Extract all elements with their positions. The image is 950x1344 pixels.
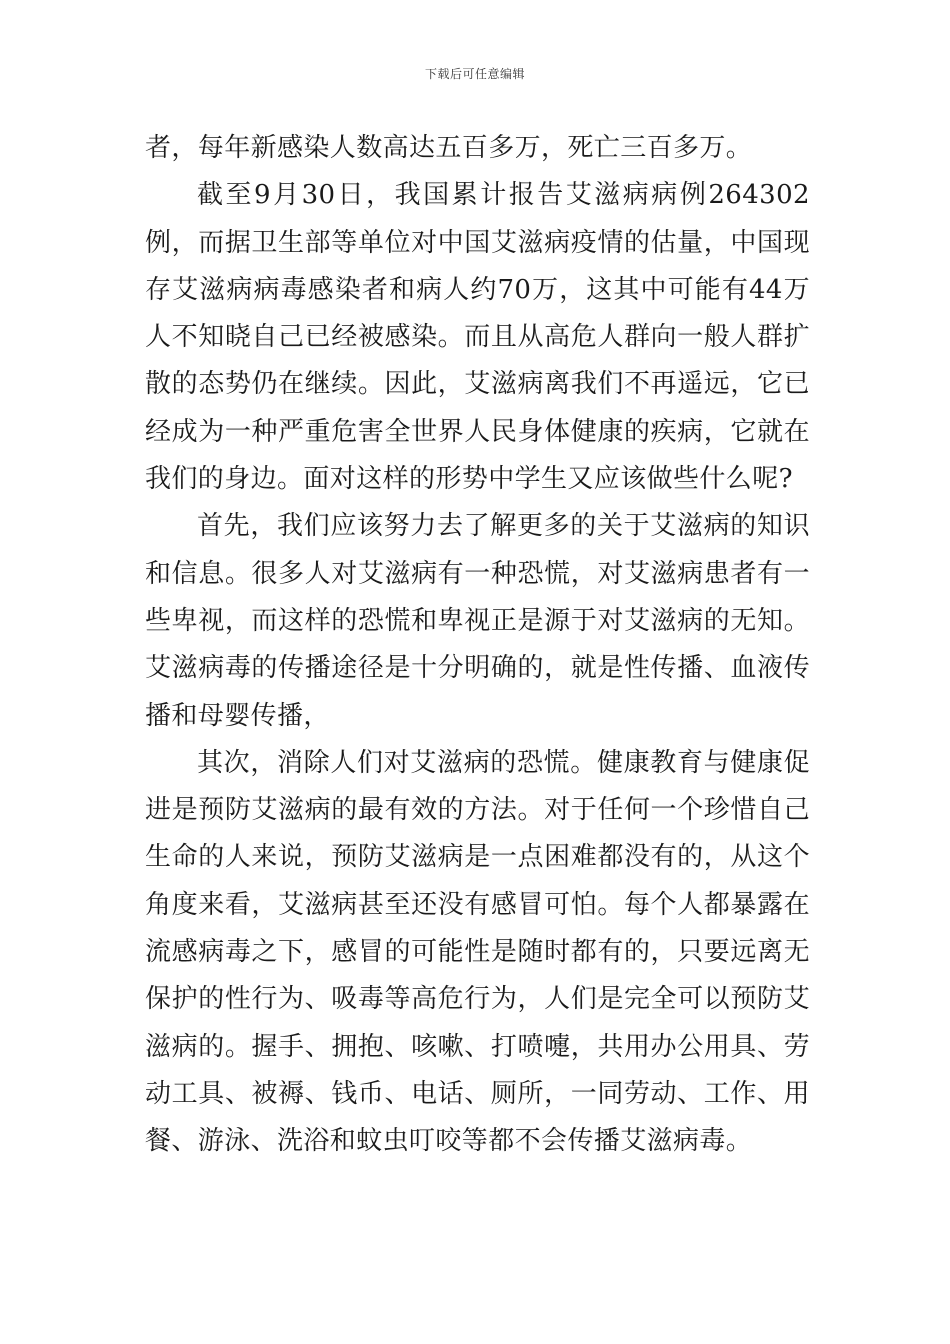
page-header: 下载后可任意编辑 (424, 67, 525, 81)
paragraph-3: 首先，我们应该努力去了解更多的关于艾滋病的知识和信息。很多人对艾滋病有一种恐慌，对艾滋病患者有一些卑视，而这样的恐慌和卑视正是源于对艾滋病的无知。艾滋病毒的传播途径是十分明确的，就是性传播、血液传播和母婴传播， (145, 511, 810, 731)
document-body (145, 125, 810, 1166)
paragraph-2: 截至9月30日，我国累计报告艾滋病病例264302例，而据卫生部等单位对中国艾滋病疫情的估量，中国现存艾滋病病毒感染者和病人约70万，这其中可能有44万人不知晓自己已经被感染。而且从高危人群向一般人群扩散的态势仍在继续。因此，艾滋病离我们不再遥远，它已经成为一种严重危害全世界人民身体健康的疾病，它就在我们的身边。面对这样的形势中学生又应该做些什么呢? (145, 180, 810, 495)
paragraph-4: 其次，消除人们对艾滋病的恐慌。健康教育与健康促进是预防艾滋病的最有效的方法。对于任何一个珍惜自己生命的人来说，预防艾滋病是一点困难都没有的，从这个角度来看，艾滋病甚至还没有感冒可怕。每个人都暴露在流感病毒之下，感冒的可能性是随时都有的，只要远离无保护的性行为、吸毒等高危行为，人们是完全可以预防艾滋病的。握手、拥抱、咳嗽、打喷嚏，共用办公用具、劳动工具、被褥、钱币、电话、厕所，一同劳动、工作、用餐、游泳、洗浴和蚊虫叮咬等都不会传播艾滋病毒。 (145, 747, 810, 1157)
paragraph-1: 者，每年新感染人数高达五百多万，死亡三百多万。 (145, 133, 753, 163)
